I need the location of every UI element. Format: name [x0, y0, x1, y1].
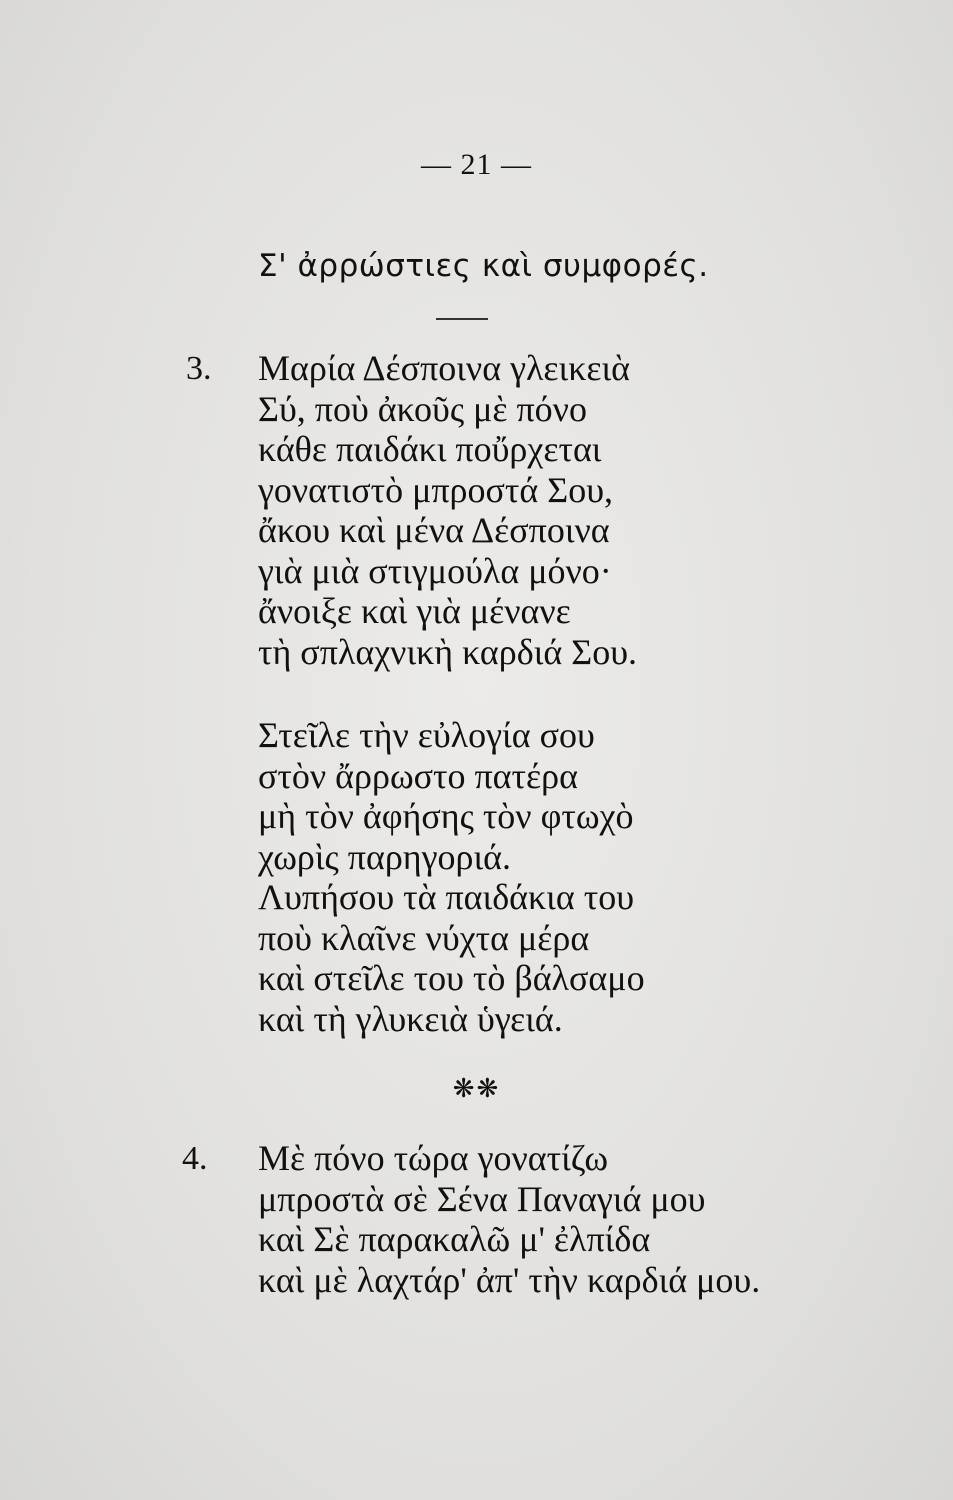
- poem-3-number: 3.: [186, 350, 212, 387]
- poem-line: καὶ μὲ λαχτάρ' ἀπ' τὴν καρδιά μου.: [258, 1259, 761, 1300]
- poem-4-stanza-1: [258, 1138, 760, 1300]
- poem-3-stanza-2: [258, 715, 645, 1039]
- poem-line: Λυπήσου τὰ παιδάκια του: [258, 877, 635, 917]
- poem-line: Στεῖλε τὴν εὐλογία σου: [258, 715, 595, 755]
- poem-line: ποὺ κλαῖνε νύχτα μέρα: [258, 917, 590, 958]
- poem-line: Μὲ πόνο τώρα γονατίζω: [258, 1138, 609, 1178]
- section-heading: Σ' ἀρρώστιες καὶ συμφορές.: [258, 248, 709, 284]
- poem-line: τὴ σπλαχνικὴ καρδιά Σου.: [258, 631, 638, 672]
- poem-line: καὶ τὴ γλυκειὰ ὑγειά.: [258, 998, 563, 1039]
- stanza-separator: ❋❋: [452, 1074, 501, 1103]
- page-number: — 21 —: [421, 148, 532, 181]
- poem-line: Μαρία Δέσποινα γλεικειὰ: [258, 348, 631, 388]
- poem-line: μπροστὰ σὲ Σένα Παναγιά μου: [258, 1178, 706, 1219]
- heading-rule: [436, 318, 488, 320]
- poem-3-stanza-1: [258, 348, 637, 672]
- poem-line: ἄκου καὶ μένα Δέσποινα: [258, 510, 610, 550]
- poem-line: Σύ, ποὺ ἀκοῦς μὲ πόνο: [258, 388, 587, 429]
- poem-line: γιὰ μιὰ στιγμούλα μόνο·: [258, 550, 612, 591]
- poem-line: χωρὶς παρηγοριά.: [258, 836, 512, 877]
- poem-line: ἄνοιξε καὶ γιὰ μένανε: [258, 591, 571, 631]
- poem-line: μὴ τὸν ἀφήσης τὸν φτωχὸ: [258, 796, 634, 836]
- poem-line: γονατιστὸ μπροστά Σου,: [258, 469, 614, 510]
- poem-4-number: 4.: [182, 1140, 208, 1177]
- poem-line: καὶ στεῖλε του τὸ βάλσαμο: [258, 958, 645, 998]
- poem-line: καὶ Σὲ παρακαλῶ μ' ἐλπίδα: [258, 1219, 651, 1259]
- poem-line: κάθε παιδάκι ποὔρχεται: [258, 429, 602, 469]
- poem-line: στὸν ἄρρωστο πατέρα: [258, 755, 578, 796]
